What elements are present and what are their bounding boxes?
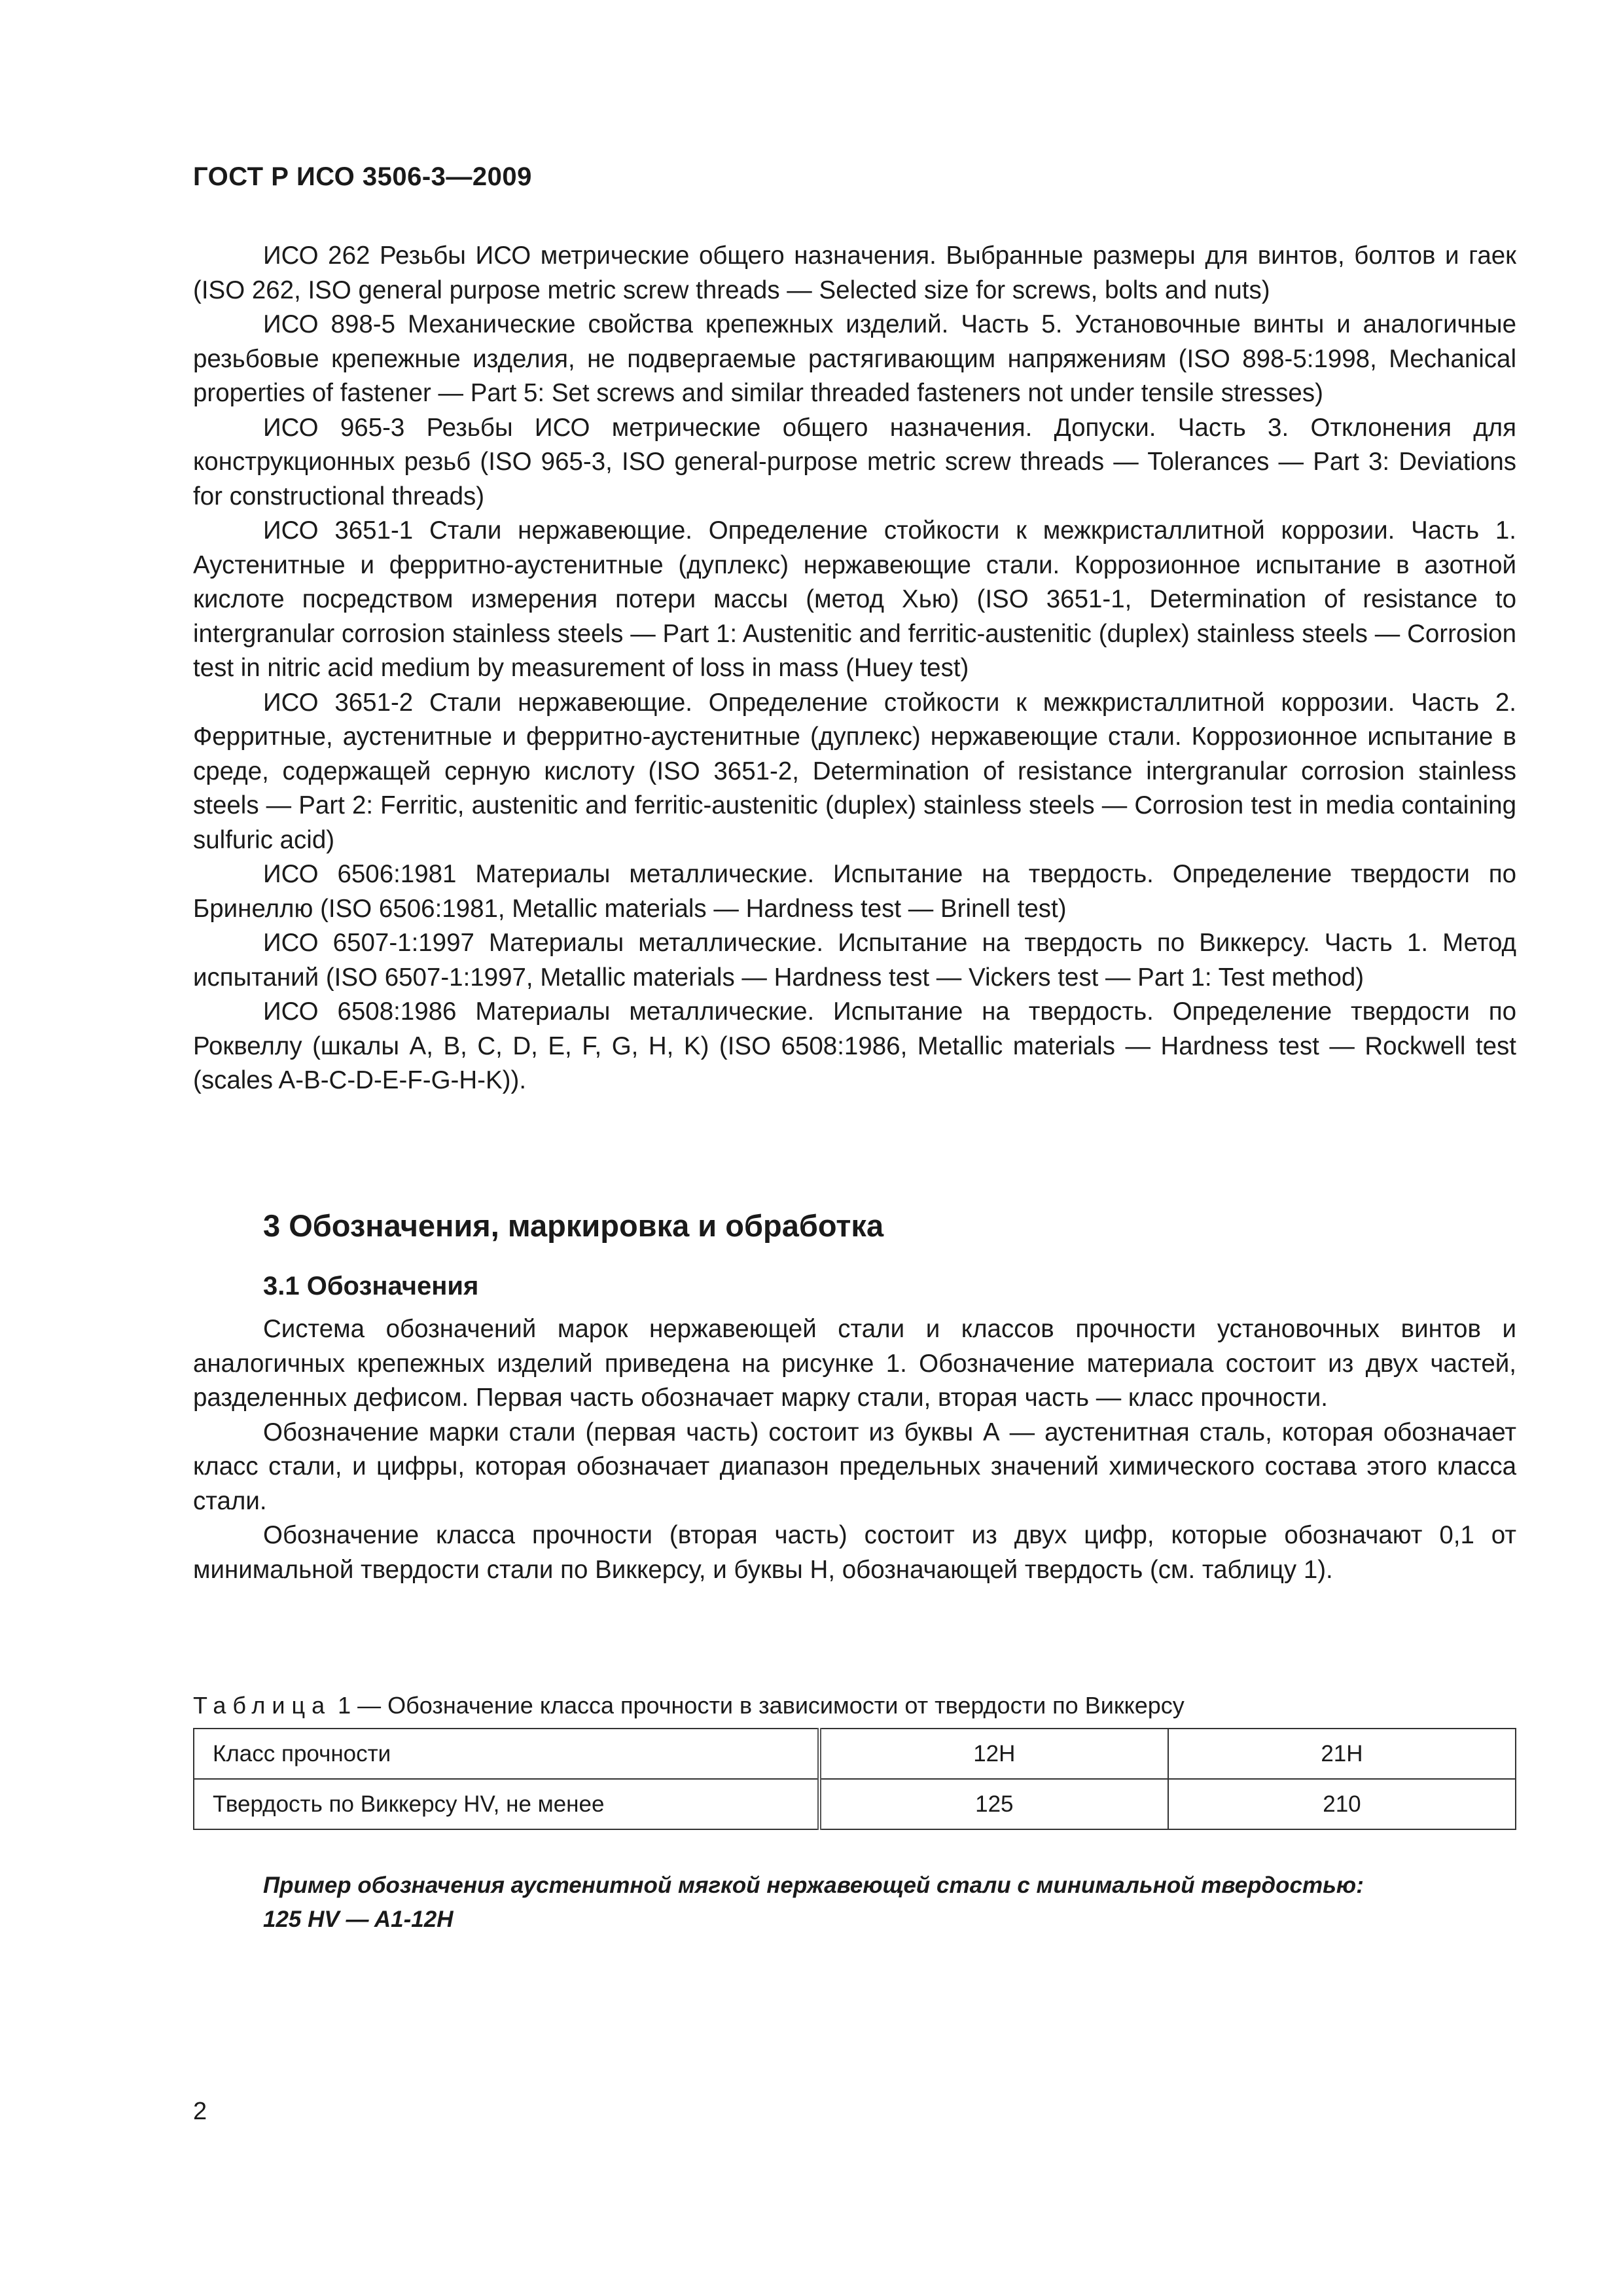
reference-iso-6508: ИСО 6508:1986 Материалы металлические. Испытание на твердость. Определение твердости по Роквеллу (шкалы А, В, С, D, Е, F, G, Н, K) (ISO 6508:1986, Metallic materials — Hardness test — Rockwell test (scales A-B-C-D-E-F-G-H-K)). — [193, 997, 1516, 1094]
table-cell-value: 125 — [819, 1779, 1168, 1829]
table-cell-value: 12H — [819, 1729, 1168, 1779]
table-cell-label: Твердость по Виккерсу HV, не менее — [194, 1779, 819, 1829]
table-cell-value: 21H — [1168, 1729, 1516, 1779]
reference-iso-3651-2: ИСО 3651-2 Стали нержавеющие. Определение стойкости к межкристаллитной коррозии. Часть 2. Ферритные, аустенитные и ферритно-аустенитные (дуплекс) нержавеющие стали. Коррозионное испытание в среде, содержащей серную кислоту (ISO 3651-2, Determination of resistance intergranular corrosion stainless steels — Part 2: Ferritic, austenitic and ferritic-austenitic (duplex) stainless steels — Corrosion test in media containing sulfuric acid) — [193, 688, 1516, 854]
table-row — [194, 1729, 1516, 1779]
paragraph: Обозначение марки стали (первая часть) состоит из буквы А — аустенитная сталь, которая обозначает класс стали, и цифры, которая обозначает диапазон предельных значений химического состава этого класса стали. — [193, 1418, 1516, 1515]
reference-iso-6506: ИСО 6506:1981 Материалы металлические. Испытание на твердость. Определение твердости по Бринеллю (ISO 6506:1981, Metallic materials — Hardness test — Brinell test) — [193, 860, 1516, 923]
reference-iso-262: ИСО 262 Резьбы ИСО метрические общего назначения. Выбранные размеры для винтов, болтов и гаек (ISO 262, ISO general purpose metric screw threads — Selected size for screws, bolts and nuts) — [193, 242, 1516, 304]
designation-example — [263, 1869, 1364, 1937]
table-row — [194, 1779, 1516, 1829]
section-body — [193, 1312, 1516, 1587]
table-cell-label: Класс прочности — [194, 1729, 819, 1779]
reference-iso-3651-1: ИСО 3651-1 Стали нержавеющие. Определение стойкости к межкристаллитной коррозии. Часть 1. Аустенитные и ферритно-аустенитные (дуплекс) нержавеющие стали. Коррозионное испытание в азотной кислоте посредством измерения потери массы (метод Хью) (ISO 3651-1, Determination of resistance to intergranular corrosion stainless steels — Part 1: Austenitic and ferritic-austenitic (duplex) stainless steels — Corrosion test in nitric acid medium by measurement of loss in mass (Huey test) — [193, 516, 1516, 682]
page-number: 2 — [193, 2098, 207, 2125]
subsection-title: 3.1 Обозначения — [263, 1272, 479, 1300]
table-caption-text: 1 — Обозначение класса прочности в зависимости от твердости по Виккерсу — [331, 1692, 1185, 1719]
paragraph: Обозначение класса прочности (вторая часть) состоит из двух цифр, которые обозначают 0,1 от минимальной твердости стали по Виккерсу, и буквы Н, обозначающей твердость (см. таблицу 1). — [193, 1521, 1516, 1584]
normative-references — [193, 239, 1516, 1098]
standard-code-header: ГОСТ Р ИСО 3506-3—2009 — [193, 162, 532, 191]
table-caption — [193, 1692, 1185, 1719]
strength-class-table — [193, 1728, 1516, 1830]
table-cell-value: 210 — [1168, 1779, 1516, 1829]
example-designation: 125 HV — A1-12H — [263, 1907, 454, 1932]
example-line: Пример обозначения аустенитной мягкой нержавеющей стали с минимальной твердостью: — [263, 1873, 1364, 1898]
table-caption-label: Таблица — [193, 1692, 332, 1719]
section-title: 3 Обозначения, маркировка и обработка — [263, 1208, 884, 1243]
reference-iso-6507-1: ИСО 6507-1:1997 Материалы металлические. Испытание на твердость по Виккерсу. Часть 1. Метод испытаний (ISO 6507-1:1997, Metallic materials — Hardness test — Vickers test — Part 1: Test method) — [193, 929, 1516, 992]
reference-iso-898-5: ИСО 898-5 Механические свойства крепежных изделий. Часть 5. Установочные винты и аналогичные резьбовые крепежные изделия, не подвергаемые растягивающим напряжениям (ISO 898-5:1998, Mechanical properties of fastener — Part 5: Set screws and similar threaded fasteners not under tensile stresses) — [193, 310, 1516, 407]
paragraph: Система обозначений марок нержавеющей стали и классов прочности установочных винтов и аналогичных крепежных изделий приведена на рисунке 1. Обозначение материала состоит из двух частей, разделенных дефисом. Первая часть обозначает марку стали, вторая часть — класс прочности. — [193, 1315, 1516, 1412]
reference-iso-965-3: ИСО 965-3 Резьбы ИСО метрические общего назначения. Допуски. Часть 3. Отклонения для конструкционных резьб (ISO 965-3, ISO general-purpose metric screw threads — Tolerances — Part 3: Deviations for constructional threads) — [193, 413, 1516, 511]
